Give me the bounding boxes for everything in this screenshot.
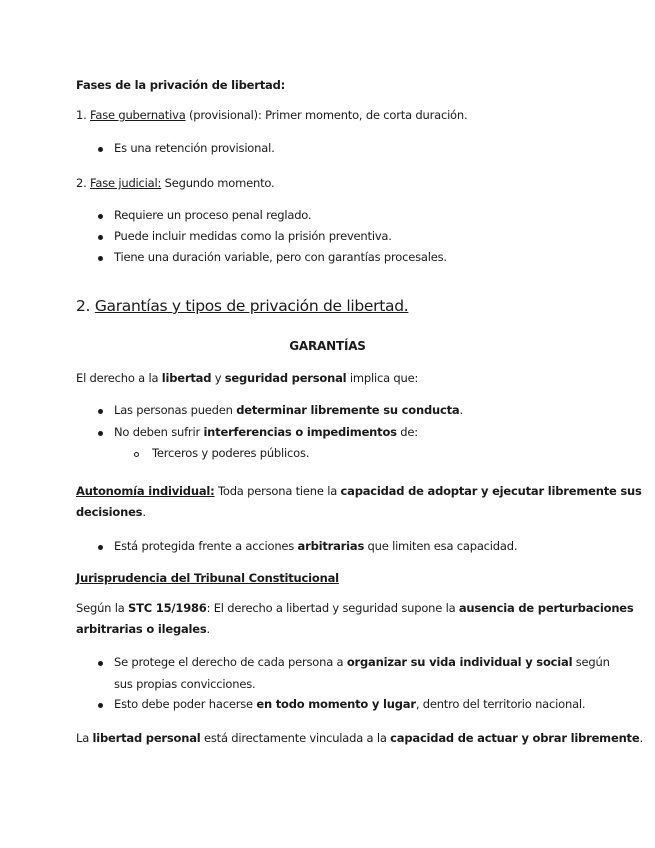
- autonomia-bold: decisiones: [76, 505, 143, 519]
- derecho-bullet: [114, 403, 463, 417]
- bullet-text: según: [572, 655, 610, 669]
- autonomia-line2: [76, 505, 146, 519]
- stc-bullet: [114, 697, 585, 711]
- bullet-bold: determinar libremente su conducta: [236, 403, 460, 417]
- bullet-bold: interferencias o impedimentos: [203, 425, 397, 439]
- autonomia-text: .: [142, 505, 146, 519]
- sub-bullet-circle: [134, 452, 139, 457]
- bullet-dot: [98, 256, 103, 261]
- bullet-text: Esto debe poder hacerse: [114, 697, 257, 711]
- bullet-dot: [98, 661, 103, 666]
- bullet-text: de:: [396, 425, 418, 439]
- phase2-bullet: Puede incluir medidas como la prisión preventiva.: [114, 229, 392, 243]
- stc-bold: STC 15/1986: [128, 601, 207, 615]
- phase2-bullet: Tiene una duración variable, pero con garantías procesales.: [114, 250, 447, 264]
- derecho-bold: seguridad personal: [224, 371, 347, 385]
- autonomia-bullet: [114, 539, 517, 553]
- phase1-line: [76, 108, 467, 122]
- section2-title: Garantías y tipos de privación de libertad.: [94, 297, 409, 315]
- bullet-dot: [98, 235, 103, 240]
- bullet-text: Está protegida frente a acciones: [114, 539, 298, 553]
- derecho-sub-bullet: Terceros y poderes públicos.: [152, 446, 310, 460]
- phase1-num: 1.: [76, 108, 91, 122]
- bullet-dot: [98, 409, 103, 414]
- stc-line: [76, 601, 634, 615]
- autonomia-bold: capacidad de adoptar y ejecutar libremente sus: [340, 484, 642, 498]
- final-text: está directamente vinculada a la: [200, 731, 391, 745]
- phase1-text: (provisional): Primer momento, de corta duración.: [185, 108, 468, 122]
- bullet-bold: organizar su vida individual y social: [346, 655, 573, 669]
- bullet-dot: [98, 431, 103, 436]
- bullet-text: Las personas pueden: [114, 403, 237, 417]
- garantias-heading: GARANTÍAS: [289, 339, 366, 353]
- stc-bullet: [114, 655, 610, 669]
- phase1-bullet: Es una retención provisional.: [114, 141, 275, 155]
- autonomia-text: Toda persona tiene la: [214, 484, 341, 498]
- stc-bold: arbitrarias o ilegales: [76, 622, 207, 636]
- bullet-text: No deben sufrir: [114, 425, 204, 439]
- bullet-dot: [98, 703, 103, 708]
- stc-bullet-cont: sus propias convicciones.: [114, 677, 256, 691]
- bullet-text: que limiten esa capacidad.: [364, 539, 518, 553]
- derecho-bullet: [114, 425, 418, 439]
- phase2-name: Fase judicial:: [90, 176, 162, 190]
- stc-text: Según la: [76, 601, 129, 615]
- phase2-num: 2.: [76, 176, 91, 190]
- final-text: La: [76, 731, 93, 745]
- autonomia-label: Autonomía individual:: [76, 484, 215, 498]
- bullet-bold: arbitrarias: [297, 539, 365, 553]
- bullet-bold: en todo momento y lugar: [256, 697, 416, 711]
- phase1-name: Fase gubernativa: [90, 108, 186, 122]
- bullet-dot: [98, 214, 103, 219]
- section-title: Fases de la privación de libertad:: [76, 78, 286, 92]
- bullet-dot: [98, 545, 103, 550]
- final-line: [76, 731, 643, 745]
- stc-text: .: [206, 622, 210, 636]
- section2-num: 2.: [76, 297, 95, 315]
- derecho-text: implica que:: [346, 371, 419, 385]
- phase2-text: Segundo momento.: [161, 176, 275, 190]
- final-bold: libertad personal: [92, 731, 201, 745]
- phase2-line: [76, 176, 275, 190]
- bullet-text: Se protege el derecho de cada persona a: [114, 655, 347, 669]
- bullet-text: , dentro del territorio nacional.: [415, 697, 586, 711]
- derecho-line: [76, 371, 418, 385]
- bullet-dot: [98, 147, 103, 152]
- bullet-text: .: [459, 403, 463, 417]
- jurisprudencia-heading: Jurisprudencia del Tribunal Constitucional: [76, 571, 339, 585]
- final-text: .: [639, 731, 643, 745]
- derecho-bold: libertad: [161, 371, 212, 385]
- autonomia-line: [76, 484, 642, 498]
- derecho-text: El derecho a la: [76, 371, 162, 385]
- phase2-bullet: Requiere un proceso penal reglado.: [114, 208, 312, 222]
- section2-heading: [76, 297, 408, 315]
- stc-bold: ausencia de perturbaciones: [458, 601, 634, 615]
- final-bold: capacidad de actuar y obrar libremente: [390, 731, 640, 745]
- stc-line2: [76, 622, 210, 636]
- derecho-text: y: [211, 371, 225, 385]
- stc-text: : El derecho a libertad y seguridad supone la: [206, 601, 459, 615]
